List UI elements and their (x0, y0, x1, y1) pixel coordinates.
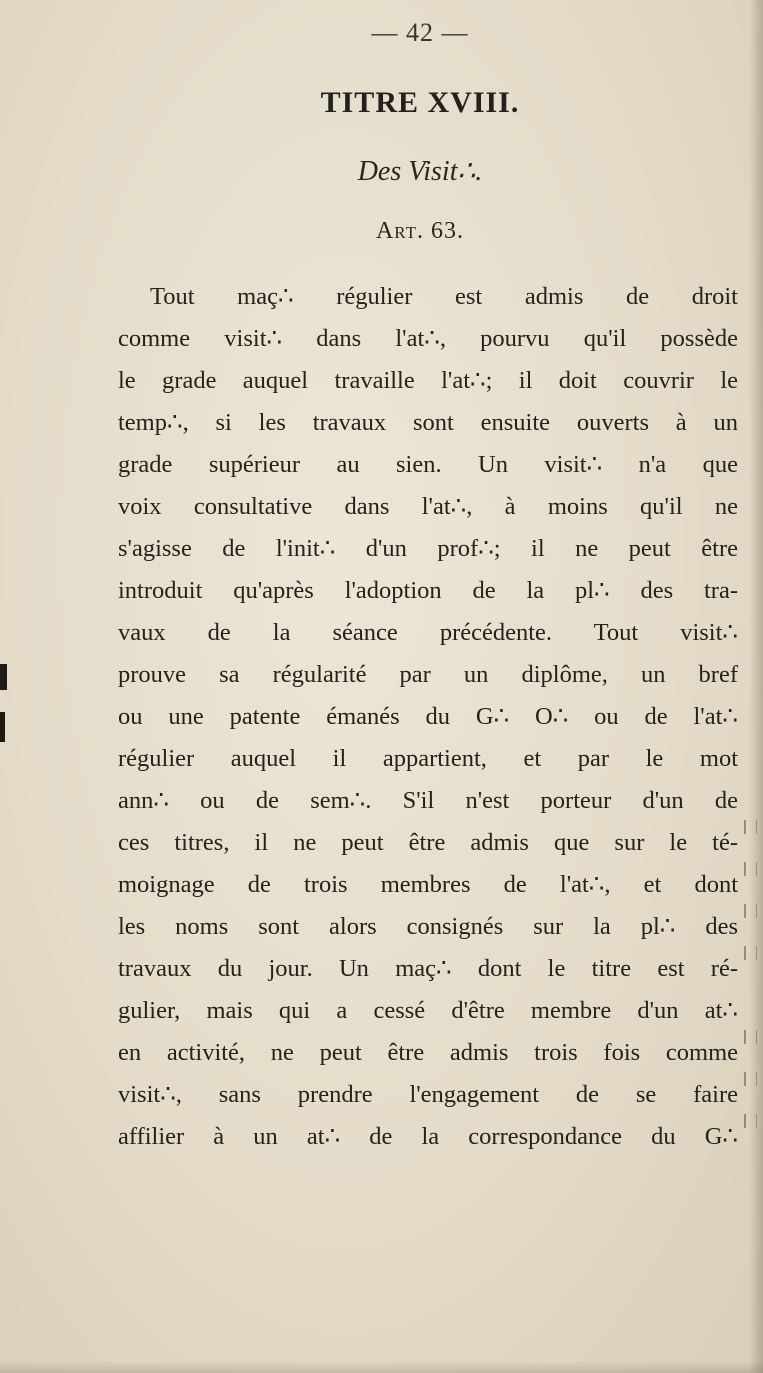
bleed-mark (744, 1114, 757, 1128)
text-line: temp∴, si les travaux sont ensuite ouverts à un (118, 409, 738, 436)
bleed-mark (744, 904, 757, 918)
bleed-mark (744, 862, 757, 876)
text-line: s'agisse de l'init∴ d'un prof∴; il ne peut être (118, 535, 738, 562)
text-line: moignage de trois membres de l'at∴, et dont (118, 871, 738, 898)
text-line: ann∴ ou de sem∴. S'il n'est porteur d'un de (118, 787, 738, 814)
bleed-mark (744, 946, 757, 960)
text-line: grade supérieur au sien. Un visit∴ n'a que (118, 451, 738, 478)
text-line: vaux de la séance précédente. Tout visit∴ (118, 619, 738, 646)
text-line: ces titres, il ne peut être admis que sur le té- (118, 829, 738, 856)
page-number: — 42 — (371, 18, 469, 47)
text-line: introduit qu'après l'adoption de la pl∴ des tra- (118, 577, 738, 604)
text-line: le grade auquel travaille l'at∴; il doit couvrir le (118, 367, 738, 394)
text-line: Tout maç∴ régulier est admis de droit (150, 283, 738, 310)
bleed-mark (744, 1072, 757, 1086)
text-line: affilier à un at∴ de la correspondance du G∴ (118, 1123, 738, 1150)
chapter-title: TITRE XVIII. (320, 86, 520, 119)
text-line: voix consultative dans l'at∴, à moins qu'il ne (118, 493, 738, 520)
page-bottom-shadow (0, 1361, 763, 1373)
text-line: prouve sa régularité par un diplôme, un bref (118, 661, 738, 688)
text-line: visit∴, sans prendre l'engagement de se faire (118, 1081, 738, 1108)
bleed-mark (744, 820, 757, 834)
page-edge-shadow (749, 0, 763, 1373)
text-line: travaux du jour. Un maç∴ dont le titre est ré- (118, 955, 738, 982)
text-line: comme visit∴ dans l'at∴, pourvu qu'il possède (118, 325, 738, 352)
chapter-subtitle: Des Visit∴. (357, 156, 483, 187)
bleed-mark (744, 1030, 757, 1044)
text-line: régulier auquel il appartient, et par le mot (118, 745, 738, 772)
text-line: les noms sont alors consignés sur la pl∴ des (118, 913, 738, 940)
text-line: ou une patente émanés du G∴ O∴ ou de l'at∴ (118, 703, 738, 730)
text-line: gulier, mais qui a cessé d'être membre d'un at∴ (118, 997, 738, 1024)
article-body (118, 276, 738, 1158)
article-heading: Art. 63. (375, 218, 465, 244)
left-margin-mark (0, 664, 7, 690)
left-margin-mark (0, 712, 5, 742)
text-line: en activité, ne peut être admis trois fois comme (118, 1039, 738, 1066)
bleed-through-marks (743, 820, 759, 1140)
